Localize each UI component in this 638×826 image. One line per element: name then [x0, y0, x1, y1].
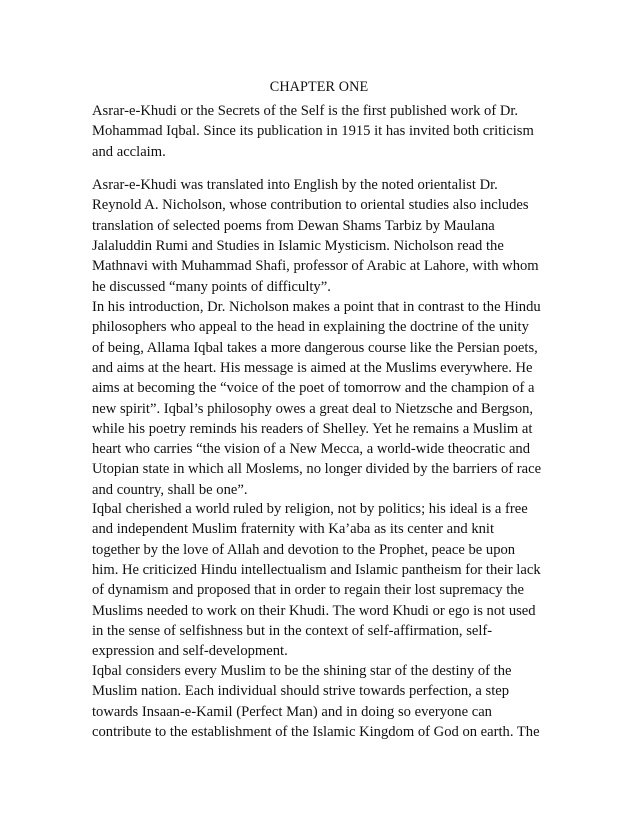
paragraph-4-line: of dynamism and proposed that in order to regain their lost supremacy the — [92, 582, 525, 599]
paragraph-2-line: he discussed “many points of difficulty”. — [92, 278, 331, 295]
paragraph-4-line: and independent Muslim fraternity with Ka’aba as its center and knit — [92, 521, 495, 538]
paragraph-1-line: Mohammad Iqbal. Since its publication in 1915 it has invited both criticism — [92, 123, 534, 140]
paragraph-4-line: him. He criticized Hindu intellectualism and Islamic pantheism for their lack — [92, 561, 541, 578]
paragraph-2-line: translation of selected poems from Dewan Shams Tarbiz by Maulana — [92, 217, 495, 234]
paragraph-5-line: contribute to the establishment of the Islamic Kingdom of God on earth. The — [92, 723, 540, 740]
paragraph-5-line: Iqbal considers every Muslim to be the shining star of the destiny of the — [92, 663, 512, 679]
paragraph-1-line: Asrar-e-Khudi or the Secrets of the Self is the first published work of Dr. — [92, 103, 519, 119]
paragraph-3-line: and country, shall be one”. — [92, 481, 248, 498]
paragraph-2-line: Reynold A. Nicholson, whose contribution to oriental studies also includes — [92, 197, 529, 214]
paragraph-5-line: Muslim nation. Each individual should strive towards perfection, a step — [92, 683, 510, 700]
paragraph-3-line: of being, Allama Iqbal takes a more dangerous course like the Persian poets, — [92, 339, 538, 356]
paragraph-4-line: expression and self-development. — [92, 643, 288, 660]
paragraph-3-line: Utopian state in which all Moslems, no longer divided by the barriers of race — [92, 461, 542, 478]
paragraph-4-line: in the sense of selfishness but in the context of self-affirmation, self- — [92, 622, 493, 639]
chapter-title: CHAPTER ONE — [269, 79, 369, 95]
paragraph-4-line: Iqbal cherished a world ruled by religion, not by politics; his ideal is a free — [92, 501, 528, 517]
paragraph-3-line: aims at becoming the “voice of the poet of tomorrow and the champion of a — [92, 380, 535, 397]
paragraph-2-line: Mathnavi with Muhammad Shafi, professor of Arabic at Lahore, with whom — [92, 258, 539, 275]
paragraph-2-line: Asrar-e-Khudi was translated into English by the noted orientalist Dr. — [92, 177, 498, 193]
paragraph-2-line: Jalaluddin Rumi and Studies in Islamic Mysticism. Nicholson read the — [92, 237, 504, 254]
paragraph-3-line: new spirit”. Iqbal’s philosophy owes a great deal to Nietzsche and Bergson, — [92, 400, 534, 417]
paragraph-3-line: while his poetry reminds his readers of Shelley. Yet he remains a Muslim at — [92, 420, 533, 437]
paragraph-3-line: and aims at the heart. His message is aimed at the Muslims everywhere. He — [92, 359, 533, 376]
paragraph-3-line: philosophers who appeal to the head in explaining the doctrine of the unity — [92, 319, 529, 336]
paragraph-1-line: and acclaim. — [92, 143, 166, 160]
paragraph-4-line: Muslims needed to work on their Khudi. The word Khudi or ego is not used — [92, 602, 536, 619]
paragraph-3-line: heart who carries “the vision of a New Mecca, a world-wide theocratic and — [92, 441, 531, 458]
paragraph-3-line: In his introduction, Dr. Nicholson makes a point that in contrast to the Hindu — [92, 299, 541, 315]
paragraph-4-line: together by the love of Allah and devotion to the Prophet, peace be upon — [92, 541, 516, 558]
paragraph-5-line: towards Insaan-e-Kamil (Perfect Man) and in doing so everyone can — [92, 703, 492, 720]
